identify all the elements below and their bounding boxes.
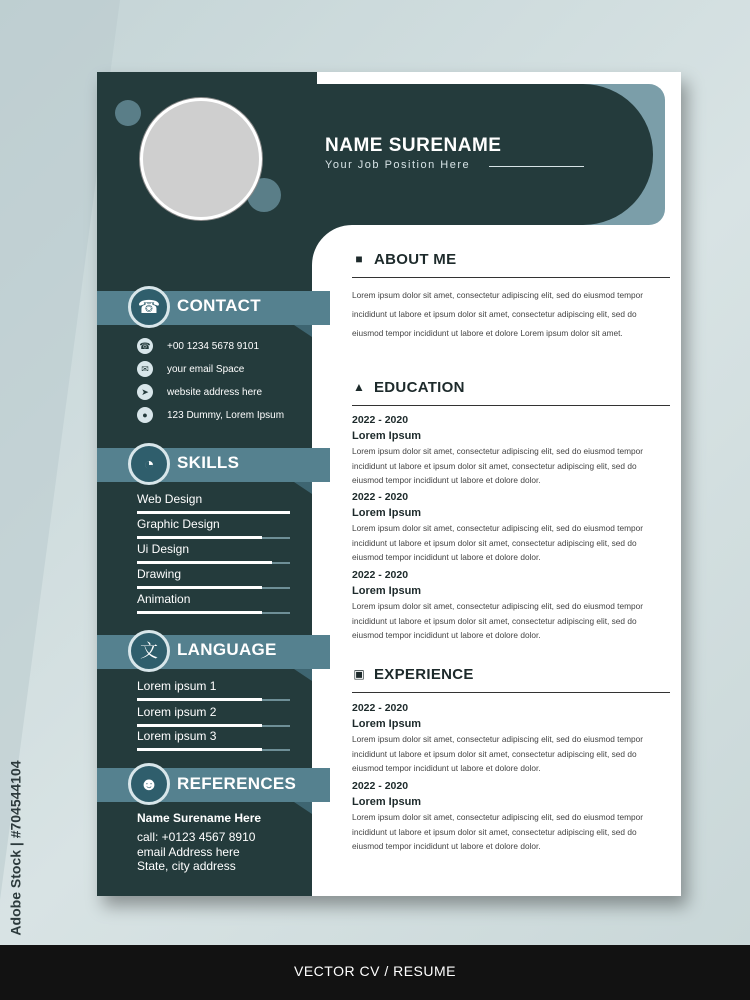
corner-curve: [312, 225, 352, 265]
language-bar: [137, 725, 290, 727]
education-section-header: [352, 377, 670, 406]
skill-bar: [137, 562, 290, 564]
entry-date: 2022 - 2020: [352, 702, 409, 714]
entry-title: Lorem Ipsum: [352, 718, 422, 730]
skill-bar: [137, 512, 290, 514]
phone-icon: ☎: [128, 286, 170, 328]
skill-label: Ui Design: [137, 542, 190, 556]
language-item: [137, 679, 290, 701]
language-bar-fill: [137, 698, 262, 701]
skill-item: [137, 567, 290, 589]
job-title: Your Job Position Here: [325, 159, 471, 171]
education-title: EDUCATION: [374, 378, 465, 396]
entry-description: Lorem ipsum dolor sit amet, consectetur adipiscing elit, sed do eiusmod tempor incididunt ut labore et ipsum dolor sit amet, consectetur adipiscing elit, sed do eiusmod tempor incididunt ut labore et dolore dolor.: [352, 812, 643, 851]
about-title: ABOUT ME: [374, 250, 457, 268]
skill-bar-fill: [137, 586, 262, 589]
contact-website: [137, 384, 262, 402]
education-entry: [352, 414, 652, 488]
stock-watermark: [7, 760, 30, 940]
contact-address: [137, 407, 284, 425]
section-rule: [352, 692, 670, 693]
pie-chart-icon: ◔: [128, 443, 170, 485]
job-title-line: [489, 166, 584, 167]
reference-call: call: +0123 4567 8910: [137, 830, 256, 844]
profile-photo-placeholder: [140, 98, 262, 220]
mail-icon: ✉: [137, 361, 153, 377]
graduation-cap-icon: ▲: [353, 380, 365, 394]
language-label: Lorem ipsum 3: [137, 729, 217, 743]
contact-phone: [137, 338, 259, 356]
language-bar-fill: [137, 748, 262, 751]
entry-description: Lorem ipsum dolor sit amet, consectetur adipiscing elit, sed do eiusmod tempor incididunt ut labore et ipsum dolor sit amet, consectetur adipiscing elit, sed do eiusmod tempor incididunt ut labore et dolore dolor.: [352, 446, 643, 485]
skill-label: Animation: [137, 592, 191, 606]
experience-entry: [352, 702, 652, 776]
translate-icon: 文: [128, 630, 170, 672]
user-icon: ■: [355, 252, 363, 266]
skill-bar: [137, 612, 290, 614]
contact-title: CONTACT: [177, 296, 261, 315]
reference-email: email Address here: [137, 845, 240, 859]
skill-bar: [137, 537, 290, 539]
skill-bar-fill: [137, 536, 262, 539]
reference-address: State, city address: [137, 859, 236, 873]
skill-bar: [137, 587, 290, 589]
language-label: Lorem ipsum 2: [137, 705, 217, 719]
entry-date: 2022 - 2020: [352, 491, 409, 503]
entry-description: Lorem ipsum dolor sit amet, consectetur adipiscing elit, sed do eiusmod tempor incididunt ut labore et ipsum dolor sit amet, consectetur adipiscing elit, sed do eiusmod tempor incididunt ut labore et dolore dolor.: [352, 601, 643, 640]
entry-description: Lorem ipsum dolor sit amet, consectetur adipiscing elit, sed do eiusmod tempor incididunt ut labore et ipsum dolor sit amet, consectetur adipiscing elit, sed do eiusmod tempor incididunt ut labore et dolore dolor.: [352, 734, 643, 773]
skill-label: Web Design: [137, 492, 203, 506]
entry-date: 2022 - 2020: [352, 780, 409, 792]
contact-email-text: your email Space: [167, 364, 245, 375]
skill-item: [137, 542, 290, 564]
language-title: LANGUAGE: [177, 640, 277, 659]
entry-description: Lorem ipsum dolor sit amet, consectetur adipiscing elit, sed do eiusmod tempor incididunt ut labore et ipsum dolor sit amet, consectetur adipiscing elit, sed do eiusmod tempor incididunt ut labore et dolore dolor.: [352, 523, 643, 562]
language-item: [137, 729, 290, 751]
skill-item: [137, 592, 290, 614]
experience-entry: [352, 780, 652, 854]
full-name: NAME SURENAME: [325, 135, 502, 156]
about-text: Lorem ipsum dolor sit amet, consectetur adipiscing elit, sed do eiusmod tempor incididunt ut labore et ipsum dolor sit amet, consectetur adipiscing elit, sed do eiusmod tempor incididunt ut labore et dolore Lorem ipsum dolor sit amet.: [352, 290, 643, 338]
experience-section-header: [352, 664, 670, 693]
language-label: Lorem ipsum 1: [137, 679, 217, 693]
entry-title: Lorem Ipsum: [352, 796, 422, 808]
header-top: [97, 72, 317, 84]
skill-bar-fill: [137, 611, 262, 614]
skill-item: [137, 492, 290, 514]
contact-email: [137, 361, 244, 379]
skill-bar-fill: [137, 561, 272, 564]
location-pin-icon: ●: [137, 407, 153, 423]
resume-page: [97, 72, 681, 896]
contact-phone-text: +00 1234 5678 9101: [167, 341, 260, 352]
experience-title: EXPERIENCE: [374, 665, 474, 683]
person-icon: ☻: [128, 763, 170, 805]
footer-text: VECTOR CV / RESUME: [294, 963, 456, 979]
about-section-header: [352, 249, 670, 278]
entry-title: Lorem Ipsum: [352, 507, 422, 519]
education-entry: [352, 569, 652, 643]
reference-name: Name Surename Here: [137, 811, 262, 825]
skill-label: Drawing: [137, 567, 182, 581]
skill-item: [137, 517, 290, 539]
language-bar: [137, 749, 290, 751]
entry-date: 2022 - 2020: [352, 569, 409, 581]
contact-address-text: 123 Dummy, Lorem Ipsum: [167, 410, 285, 421]
decorative-circle: [115, 100, 141, 126]
skill-bar-fill: [137, 511, 290, 514]
phone-icon: ☎: [137, 338, 153, 354]
language-bar-fill: [137, 724, 262, 727]
entry-title: Lorem Ipsum: [352, 430, 422, 442]
contact-website-text: website address here: [167, 387, 263, 398]
entry-date: 2022 - 2020: [352, 414, 409, 426]
briefcase-icon: ▣: [353, 667, 365, 681]
language-item: [137, 705, 290, 727]
section-rule: [352, 277, 670, 278]
entry-title: Lorem Ipsum: [352, 585, 422, 597]
education-entry: [352, 491, 652, 565]
skills-title: SKILLS: [177, 453, 240, 472]
cursor-icon: ➤: [137, 384, 153, 400]
watermark-text: Adobe Stock | #704544104: [7, 760, 24, 936]
section-rule: [352, 405, 670, 406]
language-bar: [137, 699, 290, 701]
skill-label: Graphic Design: [137, 517, 220, 531]
references-title: REFERENCES: [177, 774, 297, 793]
